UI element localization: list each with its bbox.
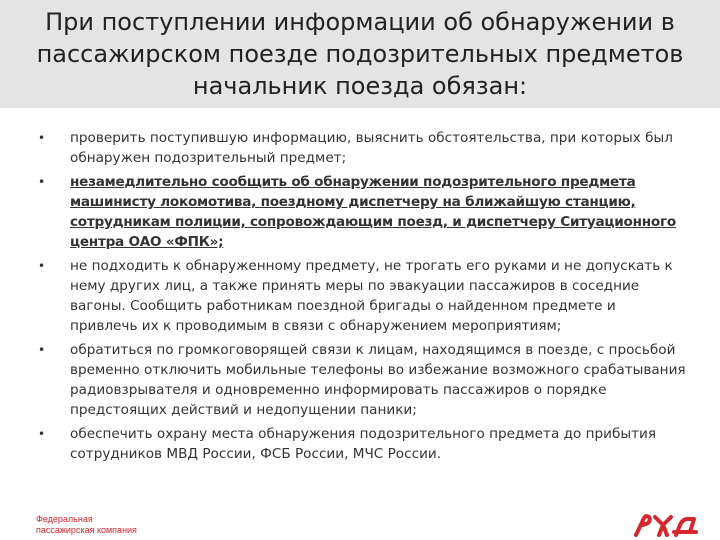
bullet-text: не подходить к обнаруженному предмету, не трогать его руками и не допускать к нему других лиц, а также принять меры по эвакуации пассажиров в соседние вагоны. Сообщить работникам поездной бригады о найденном предмете и привлечь их к проводимым в связи с обнаружением мероприятиям; <box>70 258 673 334</box>
company-name-line2: пассажирская компания <box>36 525 137 535</box>
bullet-text: обеспечить охрану места обнаружения подозрительного предмета до прибытия сотрудников МВД России, ФСБ России, МЧС России. <box>70 426 657 462</box>
title-band <box>0 0 720 108</box>
bullet-dot-icon: • <box>38 343 46 357</box>
bullet-dot-icon: • <box>38 175 46 189</box>
bullet-item <box>36 128 686 168</box>
bullet-item <box>36 256 686 336</box>
bullet-item <box>36 340 686 420</box>
slide-title: При поступлении информации об обнаружении в пассажирском поезде подозрительных предметов начальник поезда обязан: <box>36 8 684 100</box>
bullet-dot-icon: • <box>38 427 46 441</box>
bullet-list <box>36 128 686 468</box>
bullet-dot-icon: • <box>38 131 46 145</box>
bullet-text: незамедлительно сообщить об обнаружении подозрительного предмета машинисту локомотива, поездному диспетчеру на ближайшую станцию, сотрудникам полиции, сопровождающим поезд, и диспетчеру Ситуационного центра ОАО «ФПК»; <box>70 174 676 250</box>
bullet-text: проверить поступившую информацию, выяснить обстоятельства, при которых был обнаружен подозрительный предмет; <box>70 130 673 166</box>
slide-footer <box>0 512 720 540</box>
company-name <box>36 514 137 536</box>
company-name-line1: Федеральная <box>36 514 93 524</box>
bullet-dot-icon: • <box>38 259 46 273</box>
bullet-text: обратиться по громкоговорящей связи к лицам, находящимся в поезде, с просьбой временно отключить мобильные телефоны во избежание возможного срабатывания радиовзрывателя и одновременно информировать пассажиров о порядке предстоящих действий и недопущении паники; <box>70 342 686 418</box>
bullet-item-emphasized <box>36 172 686 252</box>
rzd-logo-icon <box>630 512 702 538</box>
bullet-item <box>36 424 686 464</box>
